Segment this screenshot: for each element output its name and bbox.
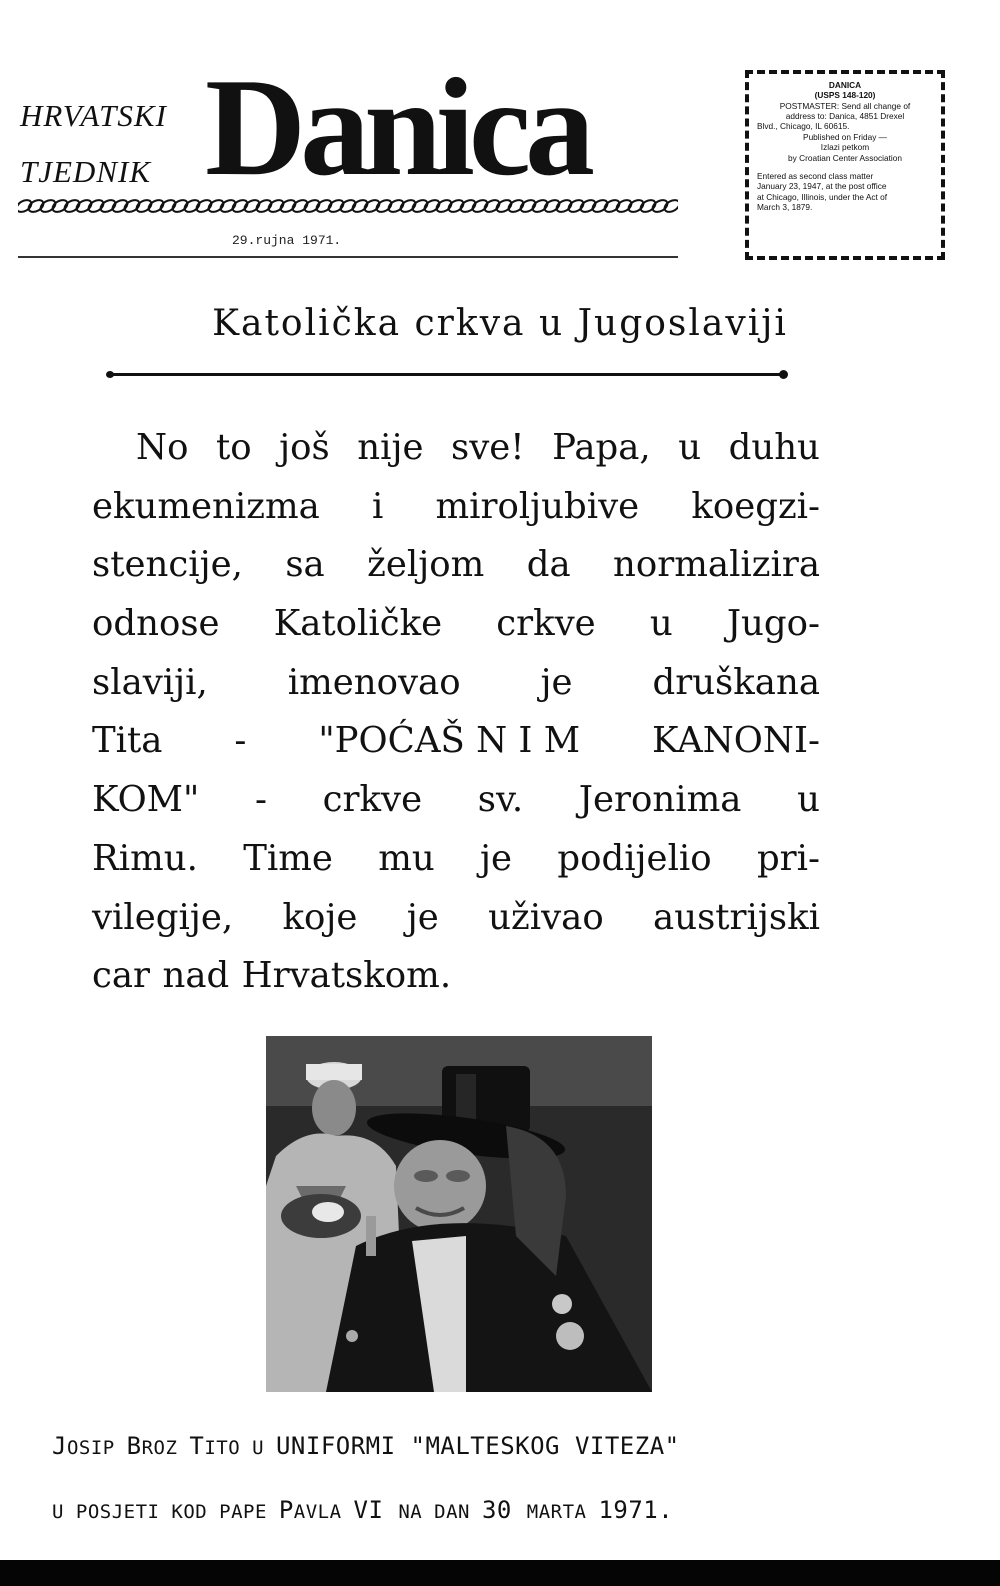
postal-line: POSTMASTER: Send all change of — [779, 100, 911, 111]
scan-edge-bar — [0, 1560, 1000, 1586]
body-word: crkve — [496, 603, 596, 645]
postal-line: Izlazi petkom — [820, 142, 870, 153]
body-word: slaviji, — [92, 661, 208, 703]
body-word: odnose — [92, 603, 220, 645]
caption-segment: UNIFORMI "MALTESKOG VITEZA" — [275, 1432, 680, 1460]
postal-info-box — [745, 70, 945, 260]
body-word: i — [371, 485, 384, 527]
postal-line: address to: Danica, 4851 Drexel — [785, 111, 905, 122]
caption-segment: NA DAN — [398, 1501, 482, 1523]
body-word: u — [797, 779, 820, 821]
body-word: podijelio — [557, 837, 712, 879]
body-line — [92, 947, 820, 1006]
body-line — [92, 889, 820, 948]
caption-segment: MARTA — [526, 1501, 599, 1523]
caption-segment: P — [278, 1496, 294, 1524]
body-line — [92, 536, 820, 595]
caption-segment: VI — [353, 1496, 399, 1524]
masthead-line-tjednik: TJEDNIK — [20, 154, 151, 189]
body-word: KANONI- — [652, 720, 820, 762]
body-word: vilegije, — [92, 896, 234, 938]
rope-ornament — [18, 193, 678, 219]
postal-line: March 3, 1879. — [757, 201, 813, 212]
caption-segment: B — [126, 1432, 142, 1460]
body-word: - — [234, 720, 247, 762]
caption-segment: ROZ — [141, 1437, 190, 1459]
body-word: još — [279, 427, 330, 468]
body-word: nije — [357, 427, 424, 468]
body-line — [92, 771, 820, 830]
body-word: druškana — [652, 661, 820, 703]
photo-caption-line-2 — [52, 1496, 952, 1524]
caption-segment: OSIP — [66, 1437, 127, 1459]
body-word: da — [526, 544, 571, 586]
postal-line: Entered as second class matter — [757, 170, 874, 181]
body-word: sv. — [477, 779, 524, 821]
article-headline: Katolička crkva u Jugoslaviji — [212, 303, 788, 344]
body-word: duhu — [728, 427, 820, 468]
body-word: Tita — [92, 720, 163, 762]
body-word: miroljubive — [435, 485, 640, 527]
body-word: to — [215, 427, 252, 468]
caption-segment: T — [189, 1432, 205, 1460]
caption-segment: 30 — [481, 1496, 527, 1524]
body-word: sve! — [450, 427, 525, 468]
body-word: željom — [367, 544, 485, 586]
photo-illustration — [266, 1036, 652, 1392]
body-line — [92, 419, 820, 478]
masthead-date: 29.rujna 1971. — [232, 233, 342, 248]
body-word: Hrvatskom. — [241, 955, 452, 997]
photo-caption-line-1 — [52, 1432, 952, 1460]
body-word: KOM" — [92, 779, 200, 821]
postal-line: (USPS 148-120) — [814, 90, 876, 101]
body-line — [92, 654, 820, 713]
body-word: u — [678, 427, 702, 468]
body-word: koje — [282, 896, 358, 938]
caption-segment: 1971. — [598, 1496, 674, 1524]
body-line — [92, 712, 820, 771]
postal-line: DANICA — [828, 80, 862, 90]
headline-rule — [112, 373, 782, 376]
tito-photo — [266, 1036, 652, 1392]
body-word: car — [92, 955, 151, 997]
body-word: crkve — [322, 779, 423, 821]
body-line — [92, 478, 820, 537]
article-body — [92, 419, 820, 1006]
body-word: uživao — [488, 896, 604, 938]
body-word: normalizira — [613, 544, 820, 586]
body-word: "POĆAŠ N I M — [318, 720, 581, 762]
body-word: Katoličke — [273, 603, 443, 645]
body-word: je — [540, 661, 573, 703]
caption-segment: U POSJETI KOD PAPE — [52, 1501, 279, 1523]
body-word: ekumenizma — [92, 485, 320, 527]
body-word: Jeronima — [578, 779, 742, 821]
masthead-rule — [18, 256, 678, 258]
postal-line: Blvd., Chicago, IL 60615. — [757, 121, 850, 132]
body-word: - — [255, 779, 268, 821]
postal-line: at Chicago, Illinois, under the Act of — [757, 191, 888, 202]
postal-line: January 23, 1947, at the post office — [757, 181, 887, 192]
body-word: Rimu. — [92, 837, 198, 879]
body-word: nad — [162, 955, 230, 997]
body-word: sa — [285, 544, 325, 586]
body-line — [92, 830, 820, 889]
caption-segment: ITO U — [204, 1437, 276, 1459]
caption-segment: J — [52, 1432, 67, 1460]
body-word: No — [136, 427, 189, 468]
postal-line: by Croatian Center Association — [788, 152, 902, 163]
postal-line: Published on Friday — — [803, 131, 887, 142]
masthead-line-hrvatski: HRVATSKI — [20, 98, 167, 133]
body-line — [92, 595, 820, 654]
body-word: pri- — [756, 837, 820, 879]
body-word: koegzi- — [691, 485, 820, 527]
body-word: je — [406, 896, 439, 938]
body-word: austrijski — [653, 896, 820, 938]
body-word: Time — [243, 837, 333, 879]
body-word: Jugo- — [726, 603, 820, 645]
body-word: mu — [378, 837, 435, 879]
body-word: Papa, — [552, 427, 651, 468]
body-word: stencije, — [92, 544, 243, 586]
masthead-title: Danica — [205, 50, 589, 205]
body-word: je — [480, 837, 513, 879]
body-word: u — [649, 603, 673, 645]
caption-segment: AVLA — [293, 1501, 354, 1523]
body-word: imenovao — [287, 661, 461, 703]
